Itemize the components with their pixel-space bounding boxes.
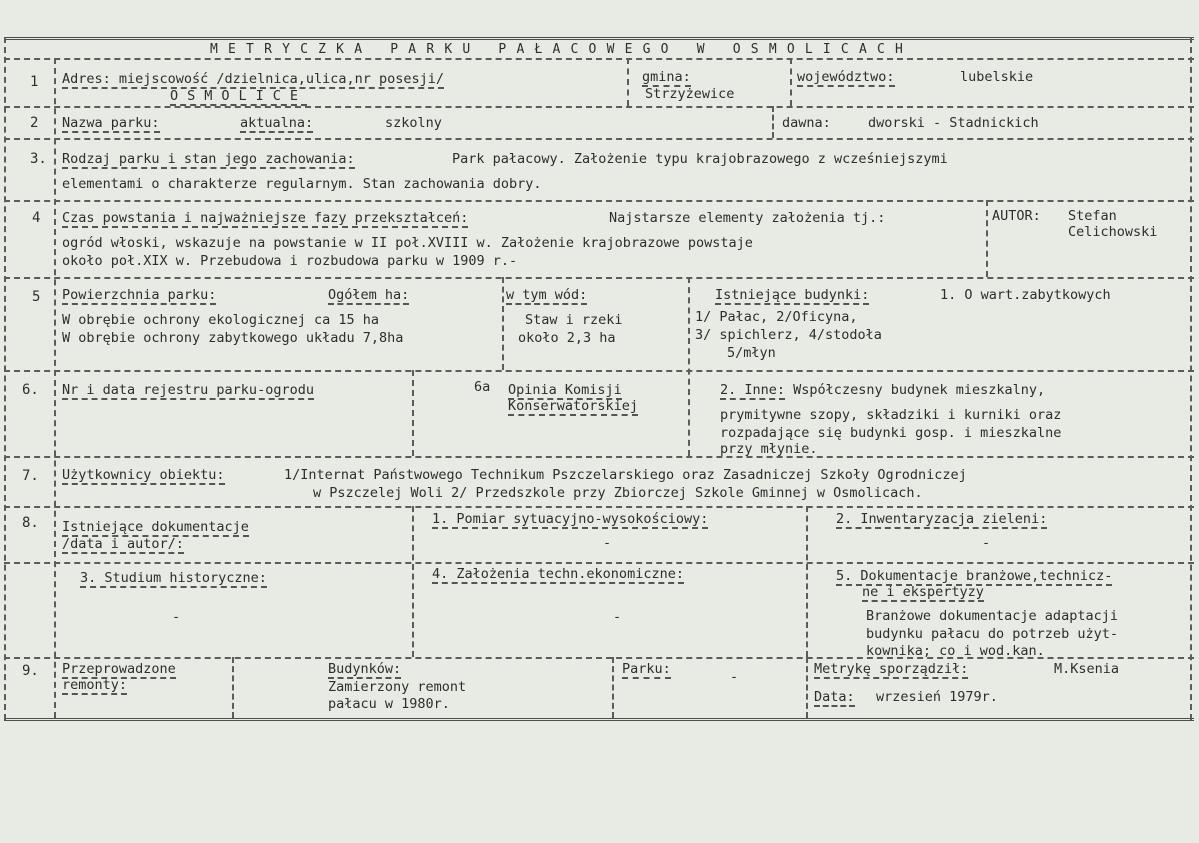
water-label: w tym wód:	[506, 287, 588, 303]
users-label: Użytkownicy obiektu:	[62, 467, 225, 483]
voivodeship-label: województwo:	[797, 69, 895, 85]
author-first: Stefan	[1068, 208, 1117, 224]
row6-num: 6.	[22, 382, 39, 398]
docs-label-2: /data i autor/:	[62, 536, 184, 552]
rule-r6-a	[412, 370, 414, 456]
building-list-3: 5/młyn	[727, 345, 776, 361]
author-label: AUTOR:	[992, 208, 1041, 224]
water-text-2: około 2,3 ha	[518, 330, 616, 346]
water-text-1: Staw i rzeki	[525, 312, 623, 328]
rule-r9-c	[806, 657, 808, 718]
park-name-label: Nazwa parku:	[62, 115, 160, 131]
tech-label: 4. Założenia techn.ekonomiczne:	[432, 566, 684, 582]
author-last: Celichowski	[1068, 224, 1158, 240]
park-type-text-1: Park pałacowy. Założenie typu krajobrazowego z wcześniejszymi	[452, 151, 948, 167]
opinion-num: 6a	[474, 379, 491, 395]
inventory-label: 2. Inwentaryzacja zieleni:	[836, 511, 1048, 527]
survey-value: -	[603, 535, 612, 551]
other-label	[720, 383, 1045, 398]
rule-r1-a	[627, 58, 629, 106]
history-text-1: ogród włoski, wskazuje na powstanie w II poł.XVIII w. Założenie krajobrazowe powstaje	[62, 235, 753, 251]
address-value: OSMOLICE	[170, 88, 308, 104]
rule-r4-a	[986, 200, 988, 277]
register-label: Nr i data rejestru parku-ogrodu	[62, 382, 314, 398]
rule-bottom	[4, 718, 1194, 721]
voivodeship-value: lubelskie	[960, 69, 1034, 85]
former-name-label: dawna:	[782, 115, 831, 131]
park-repair-label: Parku:	[622, 661, 671, 677]
other-text-3: rozpadające się budynki gosp. i mieszkalne	[720, 425, 1062, 441]
survey-label: 1. Pomiar sytuacyjno-wysokościowy:	[432, 511, 709, 527]
building-list-2: 3/ spichlerz, 4/stodoła	[695, 327, 882, 343]
branch-label-1: 5. Dokumentacje branżowe,technicz-	[836, 568, 1113, 584]
row5-num: 5	[32, 289, 41, 305]
rule-right	[1190, 37, 1192, 720]
rule-r2-a	[772, 106, 774, 138]
buildings-label: Istniejące budynki:	[715, 287, 870, 303]
heritage-area: W obrębie ochrony zabytkowego układu 7,8ha	[62, 330, 404, 346]
prepared-value: M.Ksenia	[1054, 661, 1120, 677]
rule-r5-b	[688, 277, 690, 456]
park-repair-value: -	[730, 669, 739, 685]
rule-r8	[4, 562, 1194, 564]
rule-title-bottom	[4, 58, 1194, 60]
rule-r8-a	[412, 506, 414, 657]
row1-num: 1	[30, 74, 39, 90]
repairs-label-2: remonty:	[62, 677, 128, 693]
park-type-label: Rodzaj parku i stan jego zachowania:	[62, 151, 355, 167]
row3-num: 3.	[30, 151, 47, 167]
docs-label-1: Istniejące dokumentacje	[62, 519, 249, 535]
buildings-repair-label: Budynków:	[328, 661, 402, 677]
rule-r5	[4, 370, 1194, 372]
rule-r5-a	[502, 277, 504, 370]
history-label: Czas powstania i najważniejsze fazy przekształceń:	[62, 210, 469, 226]
opinion-label-1: Opinia Komisji	[508, 382, 622, 398]
history-study-value: -	[172, 609, 181, 625]
rule-num-col	[54, 58, 56, 718]
rule-r7	[4, 506, 1194, 508]
tech-value: -	[613, 609, 622, 625]
branch-text-3: kownika; co i wod.kan.	[866, 643, 1045, 659]
prepared-label: Metrykę sporządził:	[814, 661, 969, 677]
gmina-value: Strzyżewice	[645, 86, 735, 102]
rule-r9-b	[612, 657, 614, 718]
other-label-text: 2. Inne:	[720, 382, 786, 398]
buildings-repair-text-2: pałacu w 1980r.	[328, 696, 450, 712]
row2-num: 2	[30, 115, 39, 131]
row4-num: 4	[32, 210, 41, 226]
page-title: METRYCZKA PARKU PAŁACOWEGO W OSMOLICACH	[210, 42, 914, 57]
rule-left	[4, 37, 6, 720]
buildings-subheading: 1. O wart.zabytkowych	[940, 287, 1111, 303]
users-text-2: w Pszczelej Woli 2/ Przedszkole przy Zbiorczej Szkole Gminnej w Osmolicach.	[313, 485, 923, 501]
buildings-repair-text-1: Zamierzony remont	[328, 679, 467, 695]
gmina-label: gmina:	[642, 69, 691, 85]
building-list-1	[695, 310, 858, 325]
history-study-label: 3. Studium historyczne:	[80, 570, 267, 586]
total-area-label: Ogółem ha:	[328, 287, 410, 303]
date-value: wrzesień 1979r.	[876, 689, 998, 705]
rule-r1	[4, 106, 1194, 108]
current-name-value: szkolny	[385, 115, 442, 131]
other-text-2: prymitywne szopy, składziki i kurniki oraz	[720, 407, 1062, 423]
branch-label-2: ne i ekspertyzy	[862, 584, 984, 600]
row8-num: 8.	[22, 515, 39, 531]
current-name-label: aktualna:	[240, 115, 314, 131]
building-list-1a: 1/ Pałac, 2/Ofi	[695, 309, 817, 325]
address-label: Adres: miejscowość /dzielnica,ulica,nr posesji/	[62, 71, 445, 87]
history-text-2: około poł.XIX w. Przebudowa i rozbudowa parku w 1909 r.-	[62, 253, 518, 269]
users-text-1: 1/Internat Państwowego Technikum Pszczelarskiego oraz Zasadniczej Szkoły Ogrodniczej	[284, 467, 967, 483]
date-label: Data:	[814, 689, 855, 705]
building-list-1b: cyna,	[816, 309, 858, 325]
rule-r3	[4, 200, 1194, 202]
rule-top	[4, 37, 1194, 40]
rule-r4	[4, 277, 1194, 279]
branch-text-1: Branżowe dokumentacje adaptacji	[866, 608, 1118, 624]
row7-num: 7.	[22, 468, 39, 484]
area-label: Powierzchnia parku:	[62, 287, 217, 303]
rule-r8-b	[806, 506, 808, 657]
row9-num: 9.	[22, 663, 39, 679]
inventory-value: -	[982, 535, 991, 551]
rule-r1-b	[790, 58, 792, 106]
rule-r2	[4, 138, 1194, 140]
rule-r6	[4, 456, 1194, 458]
former-name-value: dworski - Stadnickich	[868, 115, 1039, 131]
park-type-text-2: elementami o charakterze regularnym. Stan zachowania dobry.	[62, 176, 542, 192]
other-text-4: przy młynie.	[720, 441, 818, 457]
branch-text-2: budynku pałacu do potrzeb użyt-	[866, 626, 1118, 642]
opinion-label-2: Konserwatorskiej	[508, 398, 639, 414]
rule-r9-a	[232, 657, 234, 718]
repairs-label-1: Przeprowadzone	[62, 661, 176, 677]
other-text-1: Współczesny budynek mieszkalny,	[793, 382, 1046, 398]
history-text-0: Najstarsze elementy założenia tj.:	[609, 210, 886, 226]
eco-area: W obrębie ochrony ekologicznej ca 15 ha	[62, 312, 379, 328]
